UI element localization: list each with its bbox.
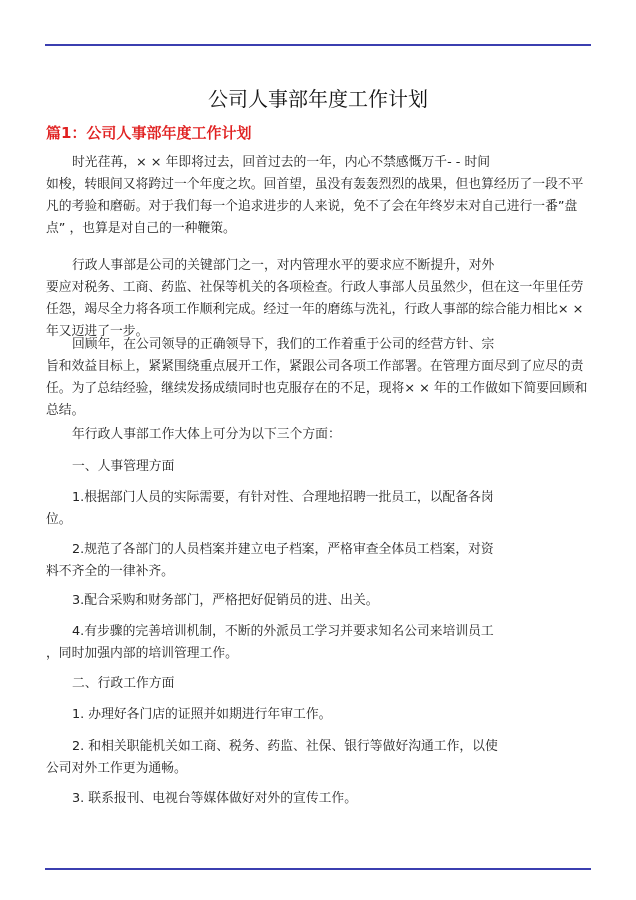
paragraph-line: 一、人事管理方面 xyxy=(72,459,175,474)
paragraph-line: 料不齐全的一律补齐。 xyxy=(46,564,174,579)
paragraph-line: 3.配合采购和财务部门，严格把好促销员的进、出关。 xyxy=(72,593,379,608)
paragraph-line: 如梭，转眼间又将跨过一个年度之坎。回首望，虽没有轰轰烈烈的战果，但也算经历了一段不平 xyxy=(46,177,584,192)
top-rule xyxy=(45,44,591,46)
paragraph-line: 年行政人事部工作大体上可分为以下三个方面： xyxy=(72,427,341,442)
paragraph-line: 点” ，也算是对自己的一种鞭策。 xyxy=(46,221,236,236)
paragraph-line: 任怨，竭尽全力将各项工作顺利完成。经过一年的磨练与洗礼，行政人事部的综合能力相比× × xyxy=(46,302,584,317)
paragraph-line: 旨和效益目标上，紧紧围绕重点展开工作，紧跟公司各项工作部署。在管理方面尽到了应尽的责 xyxy=(46,359,584,374)
paragraph-line: 公司对外工作更为通畅。 xyxy=(46,761,187,776)
document-title: 公司人事部年度工作计划 xyxy=(208,87,428,111)
paragraph-line: 行政人事部是公司的关键部门之一，对内管理水平的要求应不断提升，对外 xyxy=(72,258,495,273)
paragraph-line: ，同时加强内部的培训管理工作。 xyxy=(46,646,238,661)
paragraph-line: 总结。 xyxy=(46,403,85,418)
paragraph-line: 凡的考验和磨砺。对于我们每一个追求进步的人来说，免不了会在年终岁末对自己进行一番”盘 xyxy=(46,199,578,214)
paragraph-line: 1.根据部门人员的实际需要，有针对性、合理地招聘一批员工，以配备各岗 xyxy=(72,490,494,505)
paragraph-line: 1. 办理好各门店的证照并如期进行年审工作。 xyxy=(72,707,332,722)
paragraph-line: 4.有步骤的完善培训机制，不断的外派员工学习并要求知名公司来培训员工 xyxy=(72,624,494,639)
section-heading: 篇1：公司人事部年度工作计划 xyxy=(46,124,252,142)
paragraph-line: 年又迈进了一步。 xyxy=(46,324,149,339)
paragraph-line: 时光荏苒，× × 年即将过去，回首过去的一年，内心不禁感慨万千- - 时间 xyxy=(72,155,491,170)
paragraph-line: 要应对税务、工商、药监、社保等机关的各项检查。行政人事部人员虽然少，但在这一年里任劳 xyxy=(46,280,584,295)
paragraph-line: 二、行政工作方面 xyxy=(72,676,175,691)
paragraph-line: 2.规范了各部门的人员档案并建立电子档案，严格审查全体员工档案，对资 xyxy=(72,542,494,557)
bottom-rule xyxy=(45,868,591,870)
paragraph-line: 回顾年，在公司领导的正确领导下，我们的工作着重于公司的经营方针、宗 xyxy=(72,337,495,352)
paragraph-line: 3. 联系报刊、电视台等媒体做好对外的宣传工作。 xyxy=(72,791,358,806)
paragraph-line: 位。 xyxy=(46,512,72,527)
paragraph-line: 2. 和相关职能机关如工商、税务、药监、社保、银行等做好沟通工作，以使 xyxy=(72,739,498,754)
paragraph-line: 任。为了总结经验，继续发扬成绩同时也克服存在的不足，现将× × 年的工作做如下简要回顾和 xyxy=(46,381,588,396)
